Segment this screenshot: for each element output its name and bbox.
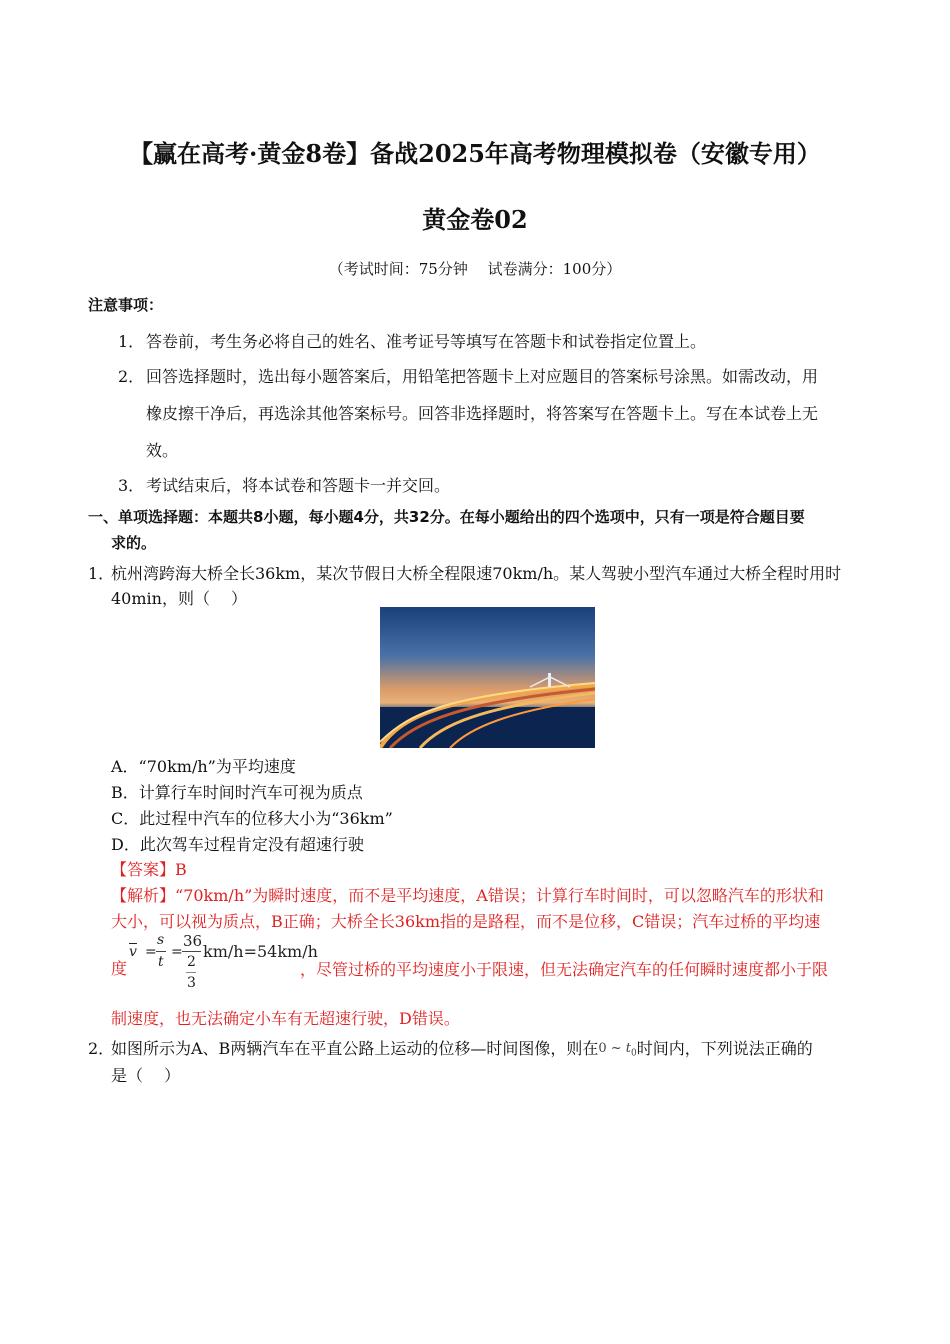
formula-eq-2: = — [171, 944, 183, 960]
analysis-line-3-suffix: ，尽管过桥的平均速度小于限速，但无法确定汽车的任何瞬时速度都小于限 — [300, 960, 829, 979]
average-speed-formula — [127, 930, 318, 996]
analysis-label: 【解析】 — [111, 886, 176, 905]
option-c: C．此过程中汽车的位移大小为“36km” — [111, 809, 393, 828]
notice-item-3 — [118, 473, 450, 496]
formula-den-num: 2 — [187, 954, 196, 970]
formula-bar-2 — [182, 951, 201, 952]
time-range — [598, 1041, 637, 1059]
range-t: t — [625, 1041, 632, 1056]
question-1-stem: 杭州湾跨海大桥全长36km，某次节假日大桥全程限速70km/h。某人驾驶小型汽车通过大桥全程时用时 — [111, 564, 842, 583]
formula-numerator: 36 — [183, 932, 203, 950]
analysis-prefix: 度 — [111, 959, 128, 978]
question-1-number: 1． — [88, 564, 115, 583]
range-subscript: 0 — [631, 1048, 637, 1059]
section-heading-cont: 求的。 — [111, 534, 157, 552]
formula-den-den: 3 — [187, 975, 196, 991]
analysis-text: “70km/h”为瞬时速度，而不是平均速度，A错误；计算行车时间时，可以忽略汽车的形状和 — [175, 886, 824, 905]
question-2-stem — [111, 1036, 813, 1059]
formula-result: km/h=54km/h — [203, 942, 318, 961]
formula-bar-1 — [156, 951, 166, 952]
notice-item-number: 3． — [118, 476, 145, 495]
question-2-text-a: 如图所示为A、B两辆汽车在平直公路上运动的位移—时间图像，则在 — [111, 1039, 599, 1058]
page-subtitle: 黄金卷02 — [422, 205, 528, 234]
exam-info: （考试时间：75分钟 试卷满分：100分） — [328, 260, 622, 278]
notice-item-number: 1． — [118, 332, 145, 351]
notice-item-2-cont: 橡皮擦干净后，再选涂其他答案标号。回答非选择题时，将答案写在答题卡上。写在本试卷上无 — [146, 404, 819, 423]
page-title: 【赢在高考·黄金8卷】备战2025年高考物理模拟卷（安徽专用） — [129, 139, 821, 168]
notice-item-number: 2． — [118, 367, 145, 386]
analysis-line-2: 大小，可以视为质点，B正确；大桥全长36km指的是路程，而不是位移，C错误；汽车过桥的平均速 — [111, 912, 821, 931]
range-tilde: ~ — [610, 1041, 622, 1056]
analysis-line-3 — [111, 930, 318, 996]
section-heading: 一、单项选择题：本题共8小题，每小题4分，共32分。在每小题给出的四个选项中，只有一项是符合题目要 — [88, 508, 805, 526]
notice-item-1 — [118, 329, 706, 352]
formula-vbar: $\overline{v}$ — [129, 944, 137, 960]
notice-item-text: 答卷前，考生务必将自己的姓名、准考证号等填写在答题卡和试卷指定位置上。 — [146, 332, 707, 351]
option-d: D．此次驾车过程肯定没有超速行驶 — [111, 835, 364, 854]
analysis-line-4: 制速度，也无法确定小车有无超速行驶，D错误。 — [111, 1009, 460, 1028]
formula-t: t — [158, 954, 164, 970]
notice-heading: 注意事项： — [88, 296, 164, 314]
option-a: A．“70km/h”为平均速度 — [111, 757, 296, 776]
option-b: B．计算行车时间时汽车可视为质点 — [111, 783, 363, 802]
question-2-text-b: 时间内，下列说法正确的 — [636, 1039, 813, 1058]
analysis-line-1 — [111, 883, 824, 906]
notice-item-text: 回答选择题时，选出每小题答案后，用铅笔把答题卡上对应题目的答案标号涂黑。如需改动，用 — [146, 367, 819, 386]
bridge-photo — [380, 607, 595, 748]
answer: 【答案】B — [111, 860, 187, 879]
question-2-stem-cont: 是（ ） — [111, 1066, 181, 1085]
question-1-stem-cont: 40min，则（ ） — [111, 589, 248, 608]
formula-s: s — [157, 932, 165, 948]
formula-eq-1: = — [145, 944, 157, 960]
range-zero: 0 — [598, 1041, 607, 1056]
question-2-number: 2． — [88, 1039, 115, 1058]
formula-bar-3 — [186, 972, 196, 973]
notice-item-text: 考试结束后，将本试卷和答题卡一并交回。 — [146, 476, 451, 495]
notice-item-2 — [118, 364, 818, 387]
notice-item-2-cont2: 效。 — [146, 441, 179, 460]
